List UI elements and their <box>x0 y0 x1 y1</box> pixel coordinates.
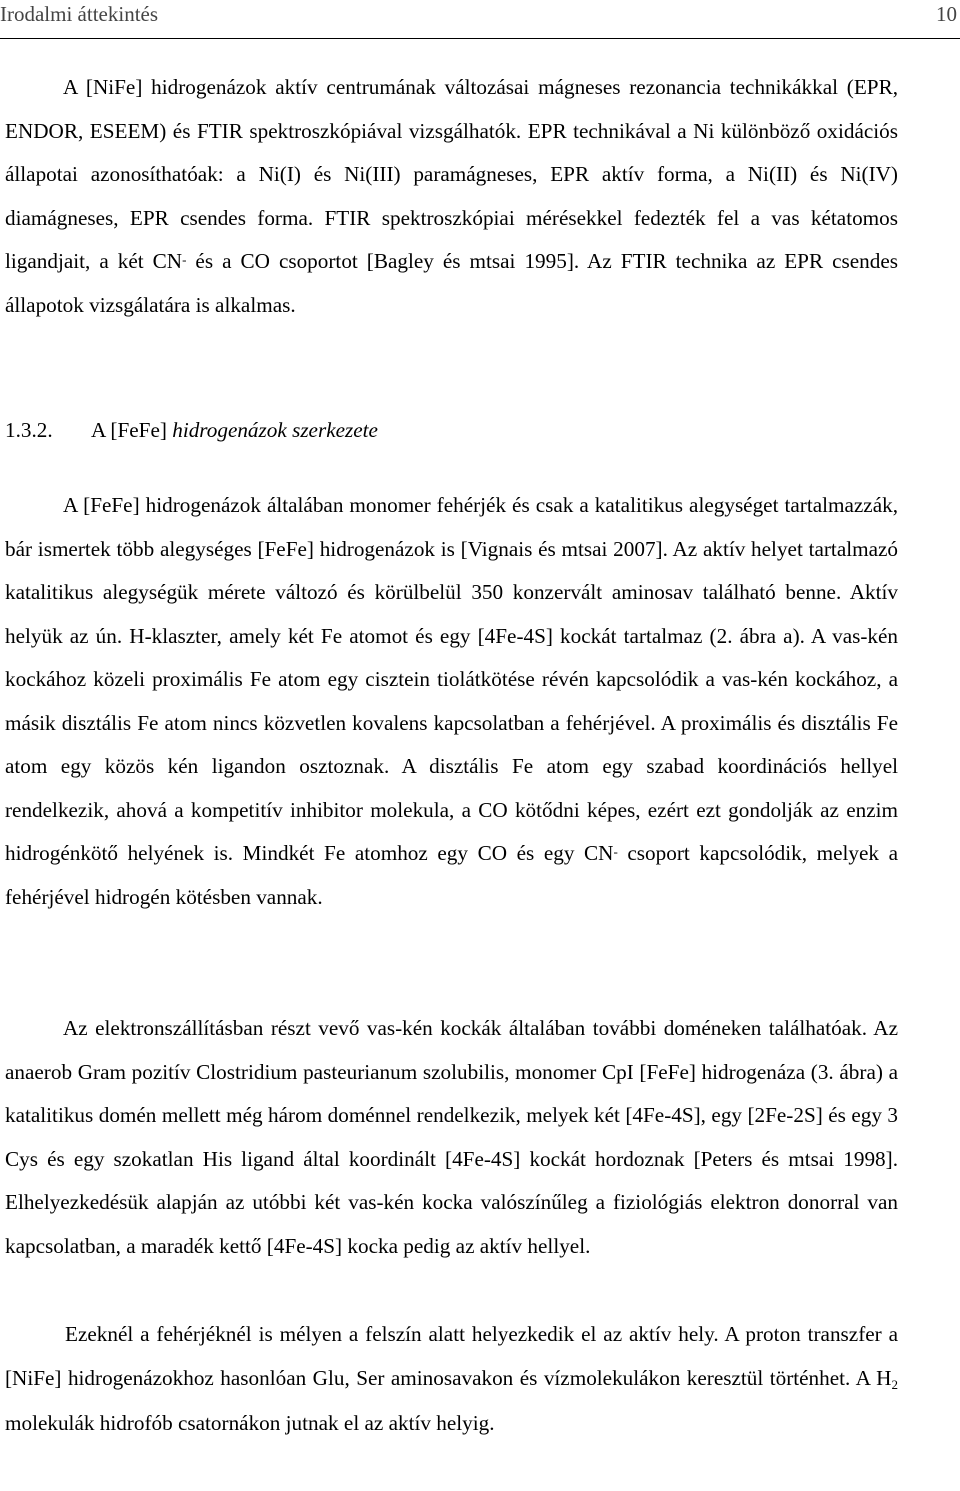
paragraph-text: és a CO csoportot [Bagley és mtsai 1995]. Az FTIR technika az EPR csendes állapotok vizsgálatára is alkalmas. <box>5 249 898 317</box>
superscript-minus: - <box>613 844 618 859</box>
paragraph-text: csoport kapcsolódik, melyek a fehérjével hidrogén kötésben vannak. <box>5 841 898 909</box>
paragraph-proton-transfer <box>5 1313 898 1446</box>
paragraph-text: Az elektronszállításban részt vevő vas-kén kockák általában további doméneken találhatóak. Az anaerob Gram pozitív Clostridium pasteurianum szolubilis, monomer CpI [FeFe] hidrogenáza (3. ábra) a katalitikus domén mellett még három doménnel rendelkezik, melyek két [4Fe-4S], egy [2Fe-2S] és egy 3 Cys és egy szokatlan His ligand által koordinált [4Fe-4S] kockát hordoznak [Peters és mtsai 1998]. Elhelyezkedésük alapján az utóbbi két vas-kén kocka valószínűleg a fiziológiás elektron donorral van kapcsolatban, a maradék kettő [4Fe-4S] kocka pedig az aktív hellyel. <box>5 1016 898 1258</box>
header-title: Irodalmi áttekintés <box>0 2 159 26</box>
section-title-bracket: A [FeFe] <box>91 418 167 442</box>
section-title-italic: hidrogenázok szerkezete <box>166 418 378 442</box>
subscript-two: 2 <box>891 1376 898 1392</box>
paragraph-text: Ezeknél a fehérjéknél is mélyen a felszín alatt helyezkedik el az aktív hely. A proton transzfer a [NiFe] hidrogenázokhoz hasonlóan Glu, Ser aminosavakon és vízmolekulákon keresztül történhet. A H <box>5 1322 898 1390</box>
page-number: 10 <box>936 2 957 26</box>
paragraph-nife-spectroscopy <box>5 66 898 327</box>
paragraph-electron-transfer <box>5 1007 898 1268</box>
paragraph-text: A [NiFe] hidrogenázok aktív centrumának változásai mágneses rezonancia technikákkal (EPR, ENDOR, ESEEM) és FTIR spektroszkópiával vizsgálhatók. EPR technikával a Ni különböző oxidációs állapotai azonosíthatóak: a Ni(I) és Ni(III) paramágneses, EPR aktív forma, a Ni(II) és Ni(IV) diamágneses, EPR csendes forma. FTIR spektroszkópiai mérésekkel fedezték fel a vas kétatomos ligandjait, a két CN <box>5 75 898 273</box>
section-heading <box>5 409 378 453</box>
superscript-minus: - <box>182 252 187 267</box>
paragraph-fefe-structure <box>5 484 898 919</box>
paragraph-text: A [FeFe] hidrogenázok általában monomer fehérjék és csak a katalitikus alegységet tartalmazzák, bár ismertek több alegységes [FeFe] hidrogenázok is [Vignais és mtsai 2007]. Az aktív helyet tartalmazó katalitikus alegységük mérete változó és körülbelül 350 konzervált aminosav található benne. Aktív helyük az ún. H-klaszter, amely két Fe atomot és egy [4Fe-4S] kockát tartalmaz (2. ábra a). A vas-kén kockához közeli proximális Fe atom egy cisztein tiolátkötése révén kapcsolódik a vas-kén kockához, a másik disztális Fe atom nincs közvetlen kovalens kapcsolatban a fehérjével. A proximális és disztális Fe atom egy közös kén ligandon osztoznak. A disztális Fe atom egy szabad koordinációs hellyel rendelkezik, ahová a kompetitív inhibitor molekula, a CO kötődni képes, ezért ezt gondolják az enzim hidrogénkötő helyének is. Mindkét Fe atomhoz egy CO és egy CN <box>5 493 898 865</box>
paragraph-text: molekulák hidrofób csatornákon jutnak el az aktív helyig. <box>5 1411 495 1435</box>
page-header <box>0 0 960 39</box>
section-number: 1.3.2. <box>5 418 53 442</box>
